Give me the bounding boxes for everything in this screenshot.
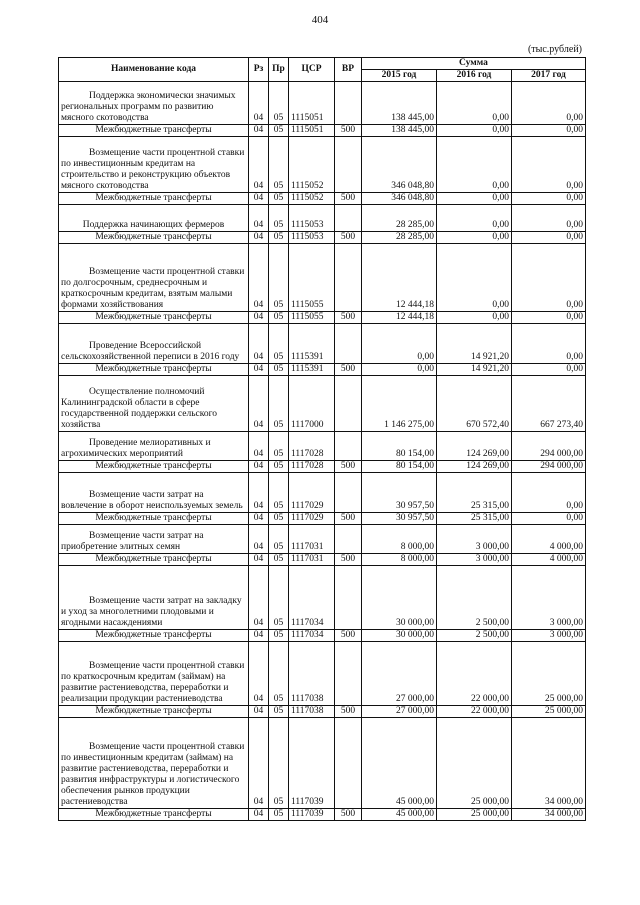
row-value-2015: 28 285,00 [362,232,437,244]
row-vr: 500 [335,312,362,324]
row-value-2016: 670 572,40 [437,376,512,432]
row-value-2015: 30 957,50 [362,513,437,525]
row-value-2015: 138 445,00 [362,125,437,137]
row-pr: 05 [269,312,289,324]
header-rz: Рз [249,58,269,82]
row-rz: 04 [249,312,269,324]
row-value-2016: 124 269,00 [437,461,512,473]
row-value-2015: 80 154,00 [362,432,437,461]
header-2017: 2017 год [512,70,586,82]
row-rz: 04 [249,642,269,706]
row-vr [335,566,362,630]
row-csr: 1117028 [289,432,335,461]
table-row [59,137,586,193]
row-name: Поддержка экономически значимых региональных программ по развитию мясного скотоводства [59,82,249,125]
row-value-2016: 2 500,00 [437,630,512,642]
row-pr: 05 [269,232,289,244]
row-csr: 1115051 [289,125,335,137]
row-csr: 1117038 [289,706,335,718]
row-rz: 04 [249,324,269,364]
row-name: Межбюджетные трансферты [59,125,249,137]
table-row [59,432,586,461]
row-name: Возмещение части процентной ставки по инвестиционным кредитам (займам) на развитие растениеводства, переработки и развития инфраструктуры и логистического обеспечения рынков продукции растениеводства [59,718,249,809]
table-row [59,566,586,630]
row-rz: 04 [249,513,269,525]
row-value-2016: 22 000,00 [437,706,512,718]
header-name: Наименование кода [59,58,249,82]
header-vr: ВР [335,58,362,82]
row-value-2017: 34 000,00 [512,809,586,821]
table-row [59,82,586,125]
row-csr: 1117028 [289,461,335,473]
table-row [59,376,586,432]
budget-table [58,57,586,821]
row-csr: 1115391 [289,364,335,376]
row-vr [335,82,362,125]
row-vr: 500 [335,232,362,244]
row-rz: 04 [249,566,269,630]
row-rz: 04 [249,432,269,461]
row-csr: 1115391 [289,324,335,364]
row-csr: 1117031 [289,525,335,554]
row-csr: 1115052 [289,193,335,205]
row-value-2016: 2 500,00 [437,566,512,630]
row-value-2015: 30 000,00 [362,630,437,642]
row-csr: 1115055 [289,312,335,324]
row-value-2015: 0,00 [362,364,437,376]
row-rz: 04 [249,244,269,312]
row-pr: 05 [269,244,289,312]
row-csr: 1117034 [289,566,335,630]
units-label: (тыс.рублей) [527,44,582,55]
row-value-2017: 34 000,00 [512,718,586,809]
table-row [59,718,586,809]
row-value-2017: 294 000,00 [512,461,586,473]
row-pr: 05 [269,642,289,706]
row-pr: 05 [269,513,289,525]
row-vr [335,432,362,461]
row-value-2017: 0,00 [512,125,586,137]
row-value-2015: 1 146 275,00 [362,376,437,432]
row-csr: 1117031 [289,554,335,566]
row-csr: 1115052 [289,137,335,193]
row-pr: 05 [269,525,289,554]
row-value-2017: 294 000,00 [512,432,586,461]
row-vr [335,137,362,193]
row-vr: 500 [335,706,362,718]
header-pr: Пр [269,58,289,82]
row-pr: 05 [269,809,289,821]
header-csr: ЦСР [289,58,335,82]
row-value-2015: 0,00 [362,324,437,364]
row-value-2016: 25 315,00 [437,473,512,513]
row-vr [335,205,362,232]
row-rz: 04 [249,82,269,125]
row-value-2016: 3 000,00 [437,554,512,566]
row-value-2015: 8 000,00 [362,554,437,566]
row-csr: 1117039 [289,718,335,809]
row-value-2017: 3 000,00 [512,566,586,630]
row-value-2017: 0,00 [512,312,586,324]
row-csr: 1117029 [289,513,335,525]
row-csr: 1115053 [289,205,335,232]
row-name: Межбюджетные трансферты [59,513,249,525]
row-vr [335,376,362,432]
row-rz: 04 [249,232,269,244]
table-row [59,706,586,718]
table-row [59,642,586,706]
row-rz: 04 [249,706,269,718]
row-value-2016: 0,00 [437,125,512,137]
row-vr [335,473,362,513]
row-value-2016: 0,00 [437,244,512,312]
row-vr: 500 [335,461,362,473]
row-value-2017: 4 000,00 [512,554,586,566]
row-rz: 04 [249,718,269,809]
header-2016: 2016 год [437,70,512,82]
row-value-2017: 0,00 [512,324,586,364]
row-value-2016: 3 000,00 [437,525,512,554]
row-pr: 05 [269,137,289,193]
row-pr: 05 [269,193,289,205]
row-name: Поддержка начинающих фермеров [59,205,249,232]
row-rz: 04 [249,125,269,137]
row-value-2017: 0,00 [512,82,586,125]
row-vr: 500 [335,193,362,205]
header-2015: 2015 год [362,70,437,82]
row-value-2017: 0,00 [512,513,586,525]
row-name: Проведение мелиоративных и агрохимических мероприятий [59,432,249,461]
row-value-2015: 27 000,00 [362,706,437,718]
row-rz: 04 [249,461,269,473]
row-pr: 05 [269,125,289,137]
row-value-2015: 346 048,80 [362,193,437,205]
row-name: Межбюджетные трансферты [59,232,249,244]
table-row [59,525,586,554]
row-value-2016: 25 315,00 [437,513,512,525]
row-value-2016: 14 921,20 [437,364,512,376]
row-vr: 500 [335,125,362,137]
row-value-2016: 14 921,20 [437,324,512,364]
row-value-2015: 28 285,00 [362,205,437,232]
row-value-2016: 0,00 [437,137,512,193]
row-pr: 05 [269,82,289,125]
table-row [59,364,586,376]
row-csr: 1117039 [289,809,335,821]
row-csr: 1117034 [289,630,335,642]
row-pr: 05 [269,324,289,364]
row-vr [335,718,362,809]
row-rz: 04 [249,376,269,432]
row-value-2015: 45 000,00 [362,809,437,821]
row-vr: 500 [335,554,362,566]
row-value-2015: 138 445,00 [362,82,437,125]
row-name: Межбюджетные трансферты [59,706,249,718]
row-pr: 05 [269,566,289,630]
row-name: Возмещение части процентной ставки по краткосрочным кредитам (займам) на развитие растениеводства, переработки и реализации продукции растениеводства [59,642,249,706]
table-row [59,473,586,513]
row-vr: 500 [335,809,362,821]
row-pr: 05 [269,706,289,718]
row-rz: 04 [249,193,269,205]
row-value-2017: 0,00 [512,205,586,232]
table-row [59,205,586,232]
row-csr: 1117038 [289,642,335,706]
table-row [59,809,586,821]
row-value-2017: 4 000,00 [512,525,586,554]
row-value-2016: 25 000,00 [437,718,512,809]
row-value-2016: 25 000,00 [437,809,512,821]
row-pr: 05 [269,630,289,642]
table-body [59,82,586,821]
row-rz: 04 [249,554,269,566]
row-name: Межбюджетные трансферты [59,554,249,566]
row-value-2016: 0,00 [437,205,512,232]
row-value-2017: 25 000,00 [512,642,586,706]
row-rz: 04 [249,364,269,376]
row-name: Межбюджетные трансферты [59,461,249,473]
row-value-2015: 8 000,00 [362,525,437,554]
row-pr: 05 [269,432,289,461]
row-rz: 04 [249,205,269,232]
row-name: Возмещение части процентной ставки по инвестиционным кредитам на строительство и реконструкцию объектов мясного скотоводства [59,137,249,193]
row-rz: 04 [249,525,269,554]
row-value-2015: 30 957,50 [362,473,437,513]
table-row [59,461,586,473]
page-number: 404 [311,14,329,26]
row-rz: 04 [249,137,269,193]
row-value-2015: 27 000,00 [362,642,437,706]
table-row [59,193,586,205]
row-value-2016: 124 269,00 [437,432,512,461]
row-name: Возмещение части затрат на вовлечение в оборот неиспользуемых земель [59,473,249,513]
row-pr: 05 [269,364,289,376]
row-name: Проведение Всероссийской сельскохозяйственной переписи в 2016 году [59,324,249,364]
row-rz: 04 [249,809,269,821]
row-value-2017: 0,00 [512,232,586,244]
row-name: Межбюджетные трансферты [59,630,249,642]
row-pr: 05 [269,473,289,513]
row-pr: 05 [269,718,289,809]
row-value-2016: 0,00 [437,193,512,205]
row-pr: 05 [269,205,289,232]
row-value-2015: 12 444,18 [362,312,437,324]
row-value-2017: 3 000,00 [512,630,586,642]
row-value-2017: 25 000,00 [512,706,586,718]
row-csr: 1115053 [289,232,335,244]
table-row [59,630,586,642]
row-csr: 1117000 [289,376,335,432]
table-row [59,244,586,312]
row-value-2017: 0,00 [512,137,586,193]
row-value-2017: 0,00 [512,364,586,376]
row-csr: 1115051 [289,82,335,125]
row-value-2017: 0,00 [512,244,586,312]
row-vr: 500 [335,364,362,376]
row-vr [335,244,362,312]
row-value-2016: 0,00 [437,312,512,324]
row-vr [335,642,362,706]
table-row [59,312,586,324]
row-value-2015: 30 000,00 [362,566,437,630]
row-name: Межбюджетные трансферты [59,809,249,821]
row-value-2016: 22 000,00 [437,642,512,706]
row-value-2016: 0,00 [437,82,512,125]
row-value-2017: 667 273,40 [512,376,586,432]
table-row [59,324,586,364]
row-name: Межбюджетные трансферты [59,193,249,205]
row-value-2017: 0,00 [512,193,586,205]
header-sum: Сумма [362,58,586,70]
row-pr: 05 [269,461,289,473]
row-csr: 1115055 [289,244,335,312]
row-value-2017: 0,00 [512,473,586,513]
row-vr [335,324,362,364]
row-name: Возмещение части затрат на приобретение элитных семян [59,525,249,554]
row-csr: 1117029 [289,473,335,513]
row-rz: 04 [249,473,269,513]
row-name: Межбюджетные трансферты [59,312,249,324]
row-pr: 05 [269,554,289,566]
row-pr: 05 [269,376,289,432]
row-name: Возмещение части процентной ставки по долгосрочным, среднесрочным и краткосрочным кредитам, взятым малыми формами хозяйствования [59,244,249,312]
row-vr: 500 [335,630,362,642]
table-row [59,232,586,244]
row-name: Возмещение части затрат на закладку и уход за многолетними плодовыми и ягодными насаждениями [59,566,249,630]
row-value-2015: 12 444,18 [362,244,437,312]
table-row [59,513,586,525]
row-value-2015: 346 048,80 [362,137,437,193]
row-vr: 500 [335,513,362,525]
row-value-2015: 80 154,00 [362,461,437,473]
table-row [59,554,586,566]
row-value-2016: 0,00 [437,232,512,244]
row-rz: 04 [249,630,269,642]
row-name: Осуществление полномочий Калининградской области в сфере государственной поддержки сельского хозяйства [59,376,249,432]
table-row [59,125,586,137]
table-header [59,58,586,82]
row-value-2015: 45 000,00 [362,718,437,809]
row-name: Межбюджетные трансферты [59,364,249,376]
row-vr [335,525,362,554]
